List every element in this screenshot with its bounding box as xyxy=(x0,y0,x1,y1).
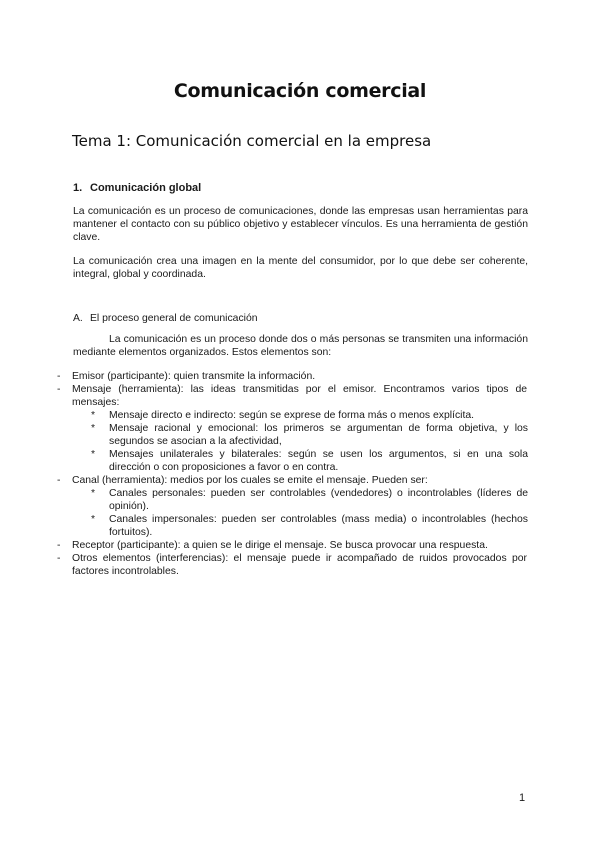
star-marker: * xyxy=(91,423,96,434)
star-marker: * xyxy=(91,488,96,499)
section-heading xyxy=(73,182,201,194)
paragraph: La comunicación es un proceso donde dos o más personas se transmiten una información mediante elementos organizados. Estos elementos son: xyxy=(73,334,528,358)
page-number: 1 xyxy=(519,792,526,804)
sub-list-item xyxy=(0,513,528,539)
list-item xyxy=(0,552,527,578)
dash-marker: - xyxy=(57,371,61,382)
list-item-text: Receptor (participante): a quien se le dirige el mensaje. Se busca provocar una respuesta. xyxy=(72,540,488,551)
subsection-heading xyxy=(73,313,258,324)
sub-list-item-text: Canales personales: pueden ser controlables (vendedores) o incontrolables (líderes de opinión). xyxy=(109,488,528,512)
star-marker: * xyxy=(91,410,96,421)
topic-heading: Tema 1: Comunicación comercial en la empresa xyxy=(72,132,432,150)
list-item-text: Canal (herramienta): medios por los cuales se emite el mensaje. Pueden ser: xyxy=(72,475,428,486)
document-title: Comunicación comercial xyxy=(173,80,427,102)
section-title: Comunicación global xyxy=(90,182,202,194)
sub-list-item xyxy=(0,422,528,448)
list-item xyxy=(0,474,527,487)
sub-list-item xyxy=(0,448,528,474)
sub-list-item-text: Mensajes unilaterales y bilaterales: según se usen los argumentos, si en una sola dirección o con proposiciones a favor o en contra. xyxy=(109,449,528,473)
star-marker: * xyxy=(91,514,96,525)
dash-marker: - xyxy=(57,540,61,551)
list-item xyxy=(0,370,527,383)
list-item xyxy=(0,539,527,552)
list-item-text: Mensaje (herramienta): las ideas transmitidas por el emisor. Encontramos varios tipos de mensajes: xyxy=(72,384,527,408)
star-marker: * xyxy=(91,449,96,460)
sub-list-item-text: Mensaje racional y emocional: los primeros se argumentan de forma objetiva, y los segundos se asocian a la afectividad, xyxy=(109,423,528,447)
sub-list-item-text: Canales impersonales: pueden ser controlables (mass media) o incontrolables (hechos fortuitos). xyxy=(109,514,528,538)
elements-list xyxy=(0,370,600,578)
subsection-title: El proceso general de comunicación xyxy=(90,313,258,324)
list-item xyxy=(0,383,527,409)
dash-marker: - xyxy=(57,475,61,486)
sub-list-item xyxy=(0,487,528,513)
section-number: 1. xyxy=(73,182,83,194)
paragraph: La comunicación es un proceso de comunicaciones, donde las empresas usan herramientas para mantener el contacto con su público objetivo y establecer vínculos. Es una herramienta de gestión clave. xyxy=(73,206,528,243)
list-item-text: Otros elementos (interferencias): el mensaje puede ir acompañado de ruidos provocados por factores incontrolables. xyxy=(72,553,527,577)
list-item-text: Emisor (participante): quien transmite la información. xyxy=(72,371,316,382)
dash-marker: - xyxy=(57,553,61,564)
sub-list-item-text: Mensaje directo e indirecto: según se exprese de forma más o menos explícita. xyxy=(109,410,475,421)
sub-list-item xyxy=(0,409,528,422)
subsection-letter: A. xyxy=(73,313,83,324)
dash-marker: - xyxy=(57,384,61,395)
paragraph: La comunicación crea una imagen en la mente del consumidor, por lo que debe ser coherente, integral, global y coordinada. xyxy=(73,256,528,280)
